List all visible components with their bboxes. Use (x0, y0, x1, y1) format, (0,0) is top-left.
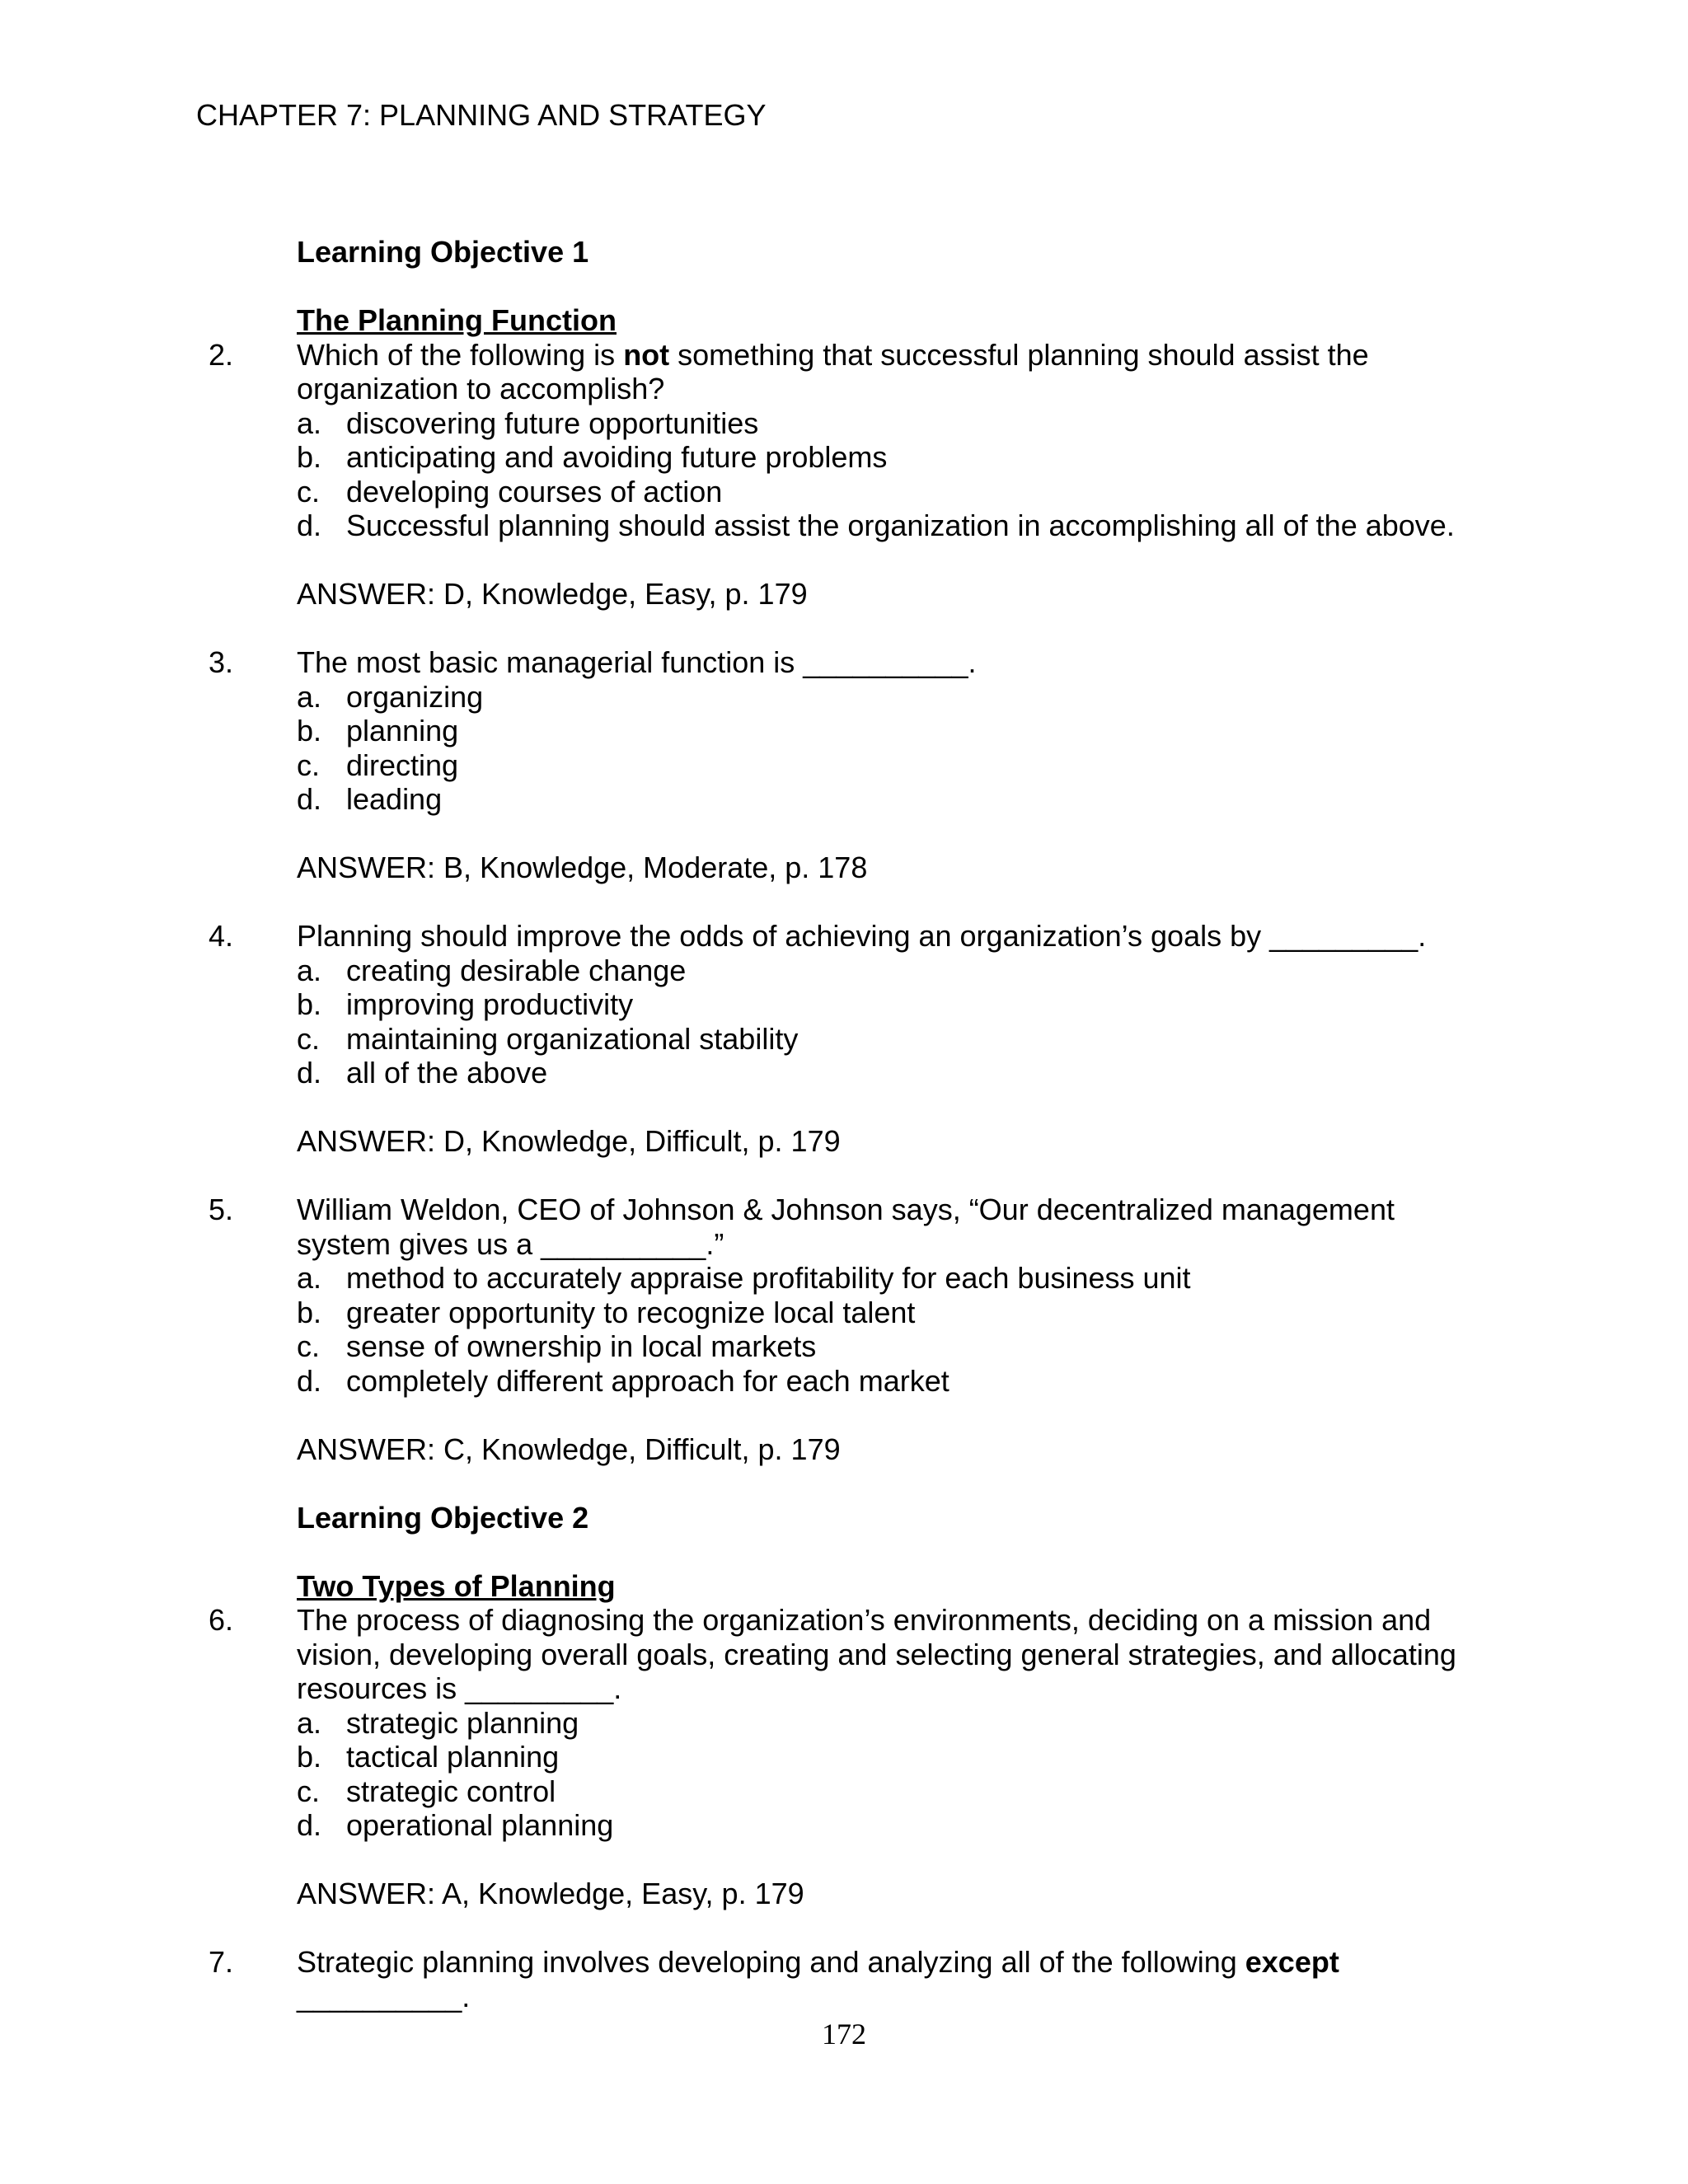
option-a: a. creating desirable change (297, 953, 687, 987)
option-b: b. greater opportunity to recognize local talent (297, 1295, 916, 1329)
question-stem: Which of the following is not something that successful planning should assist the organization to accomplish? (297, 337, 1369, 405)
option-b: b. planning (297, 714, 459, 748)
answer-key: ANSWER: A, Knowledge, Easy, p. 179 (297, 1877, 804, 1910)
option-c: c. strategic control (297, 1774, 556, 1808)
answer-key: ANSWER: D, Knowledge, Difficult, p. 179 (297, 1124, 841, 1158)
question-number: 6. (209, 1603, 234, 1637)
question-number: 2. (209, 337, 234, 372)
emphasis-word: not (623, 337, 670, 372)
question-number: 3. (209, 645, 234, 679)
section-learning-objective-2 (0, 1501, 1688, 2014)
option-a: a. method to accurately appraise profitability for each business unit (297, 1261, 1191, 1295)
answer-options (0, 680, 1688, 817)
question-stem: The most basic managerial function is __________. (297, 645, 977, 679)
option-d: d. Successful planning should assist the organization in accomplishing all of the above. (297, 509, 1455, 542)
option-a: a. discovering future opportunities (297, 405, 759, 440)
option-b: b. improving productivity (297, 987, 634, 1021)
answer-options (0, 954, 1688, 1090)
question-stem: The process of diagnosing the organization’s environments, deciding on a mission and vision, developing overall goals, creating and selecting general strategies, and allocating resources is _________. (297, 1603, 1456, 1705)
page-content (0, 235, 1688, 2048)
page-number: 172 (822, 2018, 866, 2050)
answer-key: ANSWER: B, Knowledge, Moderate, p. 178 (297, 851, 868, 884)
question-5 (0, 1193, 1688, 1466)
question-7 (0, 1945, 1688, 2013)
question-number: 5. (209, 1193, 234, 1226)
option-c: c. maintaining organizational stability (297, 1021, 799, 1056)
learning-objective-heading: Learning Objective 2 (297, 1500, 589, 1535)
question-number: 7. (209, 1945, 234, 1979)
question-2 (0, 338, 1688, 612)
question-3 (0, 645, 1688, 885)
question-stem: William Weldon, CEO of Johnson & Johnson says, “Our decentralized management system gives us a __________.” (297, 1193, 1395, 1261)
chapter-title: CHAPTER 7: PLANNING AND STRATEGY (196, 98, 767, 132)
option-d: d. completely different approach for each market (297, 1363, 950, 1398)
option-d: d. all of the above (297, 1056, 548, 1090)
option-c: c. developing courses of action (297, 474, 723, 509)
option-c: c. sense of ownership in local markets (297, 1329, 817, 1363)
answer-options (0, 1706, 1688, 1843)
option-d: d. leading (297, 782, 443, 816)
emphasis-word: except (1245, 1945, 1339, 1979)
option-b: b. tactical planning (297, 1740, 560, 1774)
section-learning-objective-1 (0, 235, 1688, 1466)
learning-objective-heading: Learning Objective 1 (297, 235, 589, 269)
option-c: c. directing (297, 748, 459, 782)
question-4 (0, 919, 1688, 1159)
answer-options (0, 406, 1688, 543)
option-a: a. organizing (297, 679, 484, 714)
option-a: a. strategic planning (297, 1705, 579, 1740)
option-b: b. anticipating and avoiding future problems (297, 440, 888, 474)
option-d: d. operational planning (297, 1808, 614, 1842)
answer-key: ANSWER: D, Knowledge, Easy, p. 179 (297, 577, 808, 611)
answer-options (0, 1261, 1688, 1398)
question-stem: Planning should improve the odds of achieving an organization’s goals by _________. (297, 919, 1427, 953)
section-title: Two Types of Planning (297, 1568, 616, 1603)
answer-key: ANSWER: C, Knowledge, Difficult, p. 179 (297, 1432, 841, 1466)
section-title: The Planning Function (297, 303, 617, 337)
question-6 (0, 1603, 1688, 1911)
question-stem: Strategic planning involves developing and analyzing all of the following except __________. (297, 1945, 1339, 2013)
question-number: 4. (209, 919, 234, 953)
